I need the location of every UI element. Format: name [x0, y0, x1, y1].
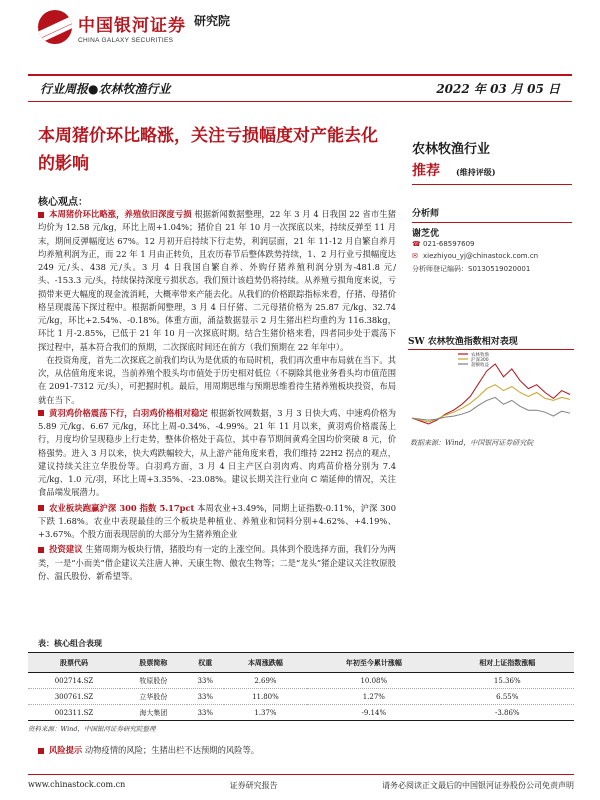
- divider: [412, 184, 572, 185]
- bullet-icon: [38, 748, 44, 754]
- analyst-heading: 分析师: [412, 206, 572, 223]
- cell: 6.55%: [441, 689, 574, 705]
- cell: 海大集团: [120, 705, 187, 721]
- paragraph-hog: [38, 208, 396, 354]
- cell: 33%: [187, 673, 224, 689]
- sector-name: 农林牧渔行业: [412, 142, 491, 157]
- series-line-0: [412, 364, 570, 424]
- chart-source: 数据来源：Wind，中国银河证券研究院: [410, 439, 534, 447]
- cell: 300761.SZ: [28, 689, 120, 705]
- report-title: 本周猪价环比略涨，关注亏损幅度对产能去化的影响: [38, 126, 378, 174]
- phone-icon: ☎: [412, 239, 421, 248]
- footer-report-type: 证券研究报告: [229, 781, 278, 790]
- brand-name-cn: 中国银河证券: [78, 15, 186, 36]
- text-advice: 生猪周期为板块行情，猪股均有一定的上涨空间。具体到个股选择方面，我们分为两类，一是“小而美”借企建议关注唐人神、天康生物、傲农生物等；二是“龙头”猪企建议关注牧原股份、温氏股份、新希望等。: [38, 544, 396, 581]
- institute-label: 研究院: [194, 13, 231, 28]
- col-name: 股票简称: [120, 653, 187, 673]
- risk-text: 动物疫情的风险；生猪出栏不达预期的风险等。: [82, 745, 260, 755]
- table-row: [28, 673, 574, 689]
- cell: 立华股份: [120, 689, 187, 705]
- page-footer: [28, 774, 574, 791]
- report-header-bar: [28, 74, 572, 102]
- paragraph-chicken: [38, 407, 396, 500]
- cell: 10.08%: [307, 673, 440, 689]
- col-code: 股票代码: [28, 653, 120, 673]
- cell: 15.36%: [441, 673, 574, 689]
- phone-text: 021-68597609: [423, 240, 475, 248]
- rating-value: 推荐: [412, 163, 440, 179]
- highlight-advice: 投资建议: [49, 544, 83, 555]
- highlight-chicken: 黄羽鸡价格震荡下行，白羽鸡价格相对稳定: [49, 407, 208, 418]
- paragraph-advice: [38, 543, 396, 583]
- portfolio-table: [28, 652, 574, 721]
- legend-label: 农林牧渔: [471, 352, 489, 358]
- cell: 2.69%: [224, 673, 307, 689]
- report-category: 行业周报●农林牧渔行业: [40, 82, 171, 96]
- bullet-icon: [38, 410, 44, 416]
- analyst-email[interactable]: [412, 252, 538, 260]
- highlight-market: 农业板块跑赢沪深 300 指数 5.17pct: [49, 502, 195, 513]
- report-body: [38, 208, 396, 583]
- brand-name-en: CHINA GALAXY SECURITIES: [78, 36, 174, 44]
- cell: 11.80%: [224, 689, 307, 705]
- risk-warning: [38, 744, 259, 756]
- table-row: [28, 705, 574, 721]
- legend-label: 超额收益: [471, 362, 489, 368]
- rating-note: (维持评级): [456, 167, 496, 177]
- table-source: 资料来源：Wind，中国银河证券研究院整理: [28, 725, 156, 733]
- analyst-registration: [412, 264, 530, 274]
- cell: 002311.SZ: [28, 705, 120, 721]
- col-relative-change: 相对上证指数涨幅: [441, 653, 574, 673]
- col-ytd-change: 年初至今累计涨幅: [307, 653, 440, 673]
- legend-label: 沪深300: [471, 357, 489, 363]
- chart-svg: [408, 350, 574, 428]
- analyst-phone: [412, 240, 475, 248]
- series-line-1: [412, 385, 570, 422]
- col-weight: 权重: [187, 653, 224, 673]
- risk-label: 风险提示: [49, 745, 83, 755]
- cell: -9.14%: [307, 705, 440, 721]
- footer-disclaimer: 请务必阅读正文最后的中国银河证券股份公司免责声明: [381, 781, 574, 790]
- footer-url[interactable]: www.chinastock.com.cn: [28, 780, 126, 789]
- paragraph-market: [38, 502, 396, 542]
- bullet-icon: [38, 547, 44, 553]
- cell: 牧原股份: [120, 673, 187, 689]
- key-points-heading: 核心观点：: [38, 197, 88, 208]
- relative-performance-chart: [408, 350, 574, 428]
- mail-icon: ✉: [412, 251, 418, 260]
- text-chicken: 根据新牧网数据，3 月 3 日快大鸡、中速鸡价格为 5.89 元/kg、6.67 元/kg，环比上周-0.34%、-4.99%。21 年 11 月以来，黄羽鸡价格震荡上行，月度均价呈现稳步上行走势，整体价格处于高位，其中春节期间黄鸡全国均价突破 8 元，价格强势。进入 3 月以来，快大鸡跌幅较大，从上游产能角度来看，我们维持 22H2 拐点的观点，建议持续关注立华股份等。白羽鸡方面，3 月 4 日主产区白羽肉鸡、肉鸡苗价格分别为 7.4 元/kg、1.0 元/羽，环比上周+3.35%、-23.08%。建议长期关注行业向 C 端延伸的情况，关注食品端发展潜力。: [38, 407, 396, 498]
- cell: -3.86%: [441, 705, 574, 721]
- rating: [412, 160, 496, 180]
- report-date: 2022 年 03 月 05 日: [436, 82, 560, 96]
- registration-text: 分析师登记编码：S0130519020001: [412, 265, 531, 273]
- cell: 002714.SZ: [28, 673, 120, 689]
- galaxy-logo-icon: [38, 10, 72, 44]
- text-market: 本周农业+3.49%，同期上证指数-0.11%，沪深 300 下跌 1.68%。农业中表现最佳的三个板块是种植业、养殖业和饲料分别+4.62%、+4.19%、+3.67%。个股方面表现居前的大部分为生猪养殖企业: [38, 502, 396, 539]
- email-text[interactable]: xiezhiyou_yj@chinastock.com.cn: [423, 252, 539, 260]
- bullet-icon: [38, 212, 44, 218]
- table-row: [28, 689, 574, 705]
- cell: 33%: [187, 689, 224, 705]
- cell: 1.27%: [307, 689, 440, 705]
- company-logo: [38, 10, 230, 44]
- text-investment: 在投资角度，首先二次探底之前我们均认为是优质的布局时机，我们再次重申布局就在当下。其次，从估值角度来说，当前养殖个股头均市值处于历史相对低位（不剔除其他业务看头均市值范围在 2091-7312 元/头），可把握时机。最后，用周期思维与预期思维看待生猪养殖板块投资，布局就在当下。: [38, 354, 396, 405]
- bullet-icon: [38, 505, 44, 511]
- table-header-row: [28, 653, 574, 673]
- paragraph-investment: [38, 354, 396, 407]
- text-hog: 根据新闻数据整理，22 年 3 月 4 日我国 22 省市生猪均价为 12.58 元/kg，环比上周+1.04%；猪价自 21 年 10 月一次探底以来，持续反弹至 11 月末，期间反弹幅度达 67%。12 月初开启持续下行走势，利润层面，21 年 11-12 月自繁自养月均养殖利润为正，而 22 年 1 月由正转负，且农历春节后整体跌势持续，1、2 月行业亏损幅度达 249 元/头、438 元/头。3 月 4 日我国自繁自养、外购仔猪养殖利润分别为-481.8 元/头、-153.3 元/头，持续保持深度亏损状态。我们预计该趋势仍将持续。从养殖亏损角度来说，亏损带来更大幅度的现金流消耗，大概率带来产能去化。从我们的价格跟踪指标来看，仔猪、母猪价格呈现震荡下探过程中。根据新闻整理，3 月 4 日仔猪、二元母猪价格为 25.87 元/kg、32.74 元/kg，环比+2.54%、-0.18%。体重方面，涌益数据显示 2 月生猪出栏均重约为 116.38kg，环比 1 月-2.85%，已低于 21 年 10 月一次探底时期。结合生猪价格来看，四者同步处于震荡下探过程中，基本符合我们的预期，二次探底时间还在前方（我们预期在 22 年年中）。: [38, 209, 396, 352]
- series-line-2: [412, 397, 570, 420]
- cell: 1.37%: [224, 705, 307, 721]
- cell: 33%: [187, 705, 224, 721]
- table-heading: 表：核心组合表现: [38, 638, 102, 648]
- analyst-name: 谢芝优: [412, 229, 440, 239]
- chart-title: SW 农林牧渔指数相对表现: [408, 334, 574, 350]
- highlight-hog: 本周猪价环比略涨，养殖依旧深度亏损: [49, 209, 192, 219]
- col-week-change: 本周涨跌幅: [224, 653, 307, 673]
